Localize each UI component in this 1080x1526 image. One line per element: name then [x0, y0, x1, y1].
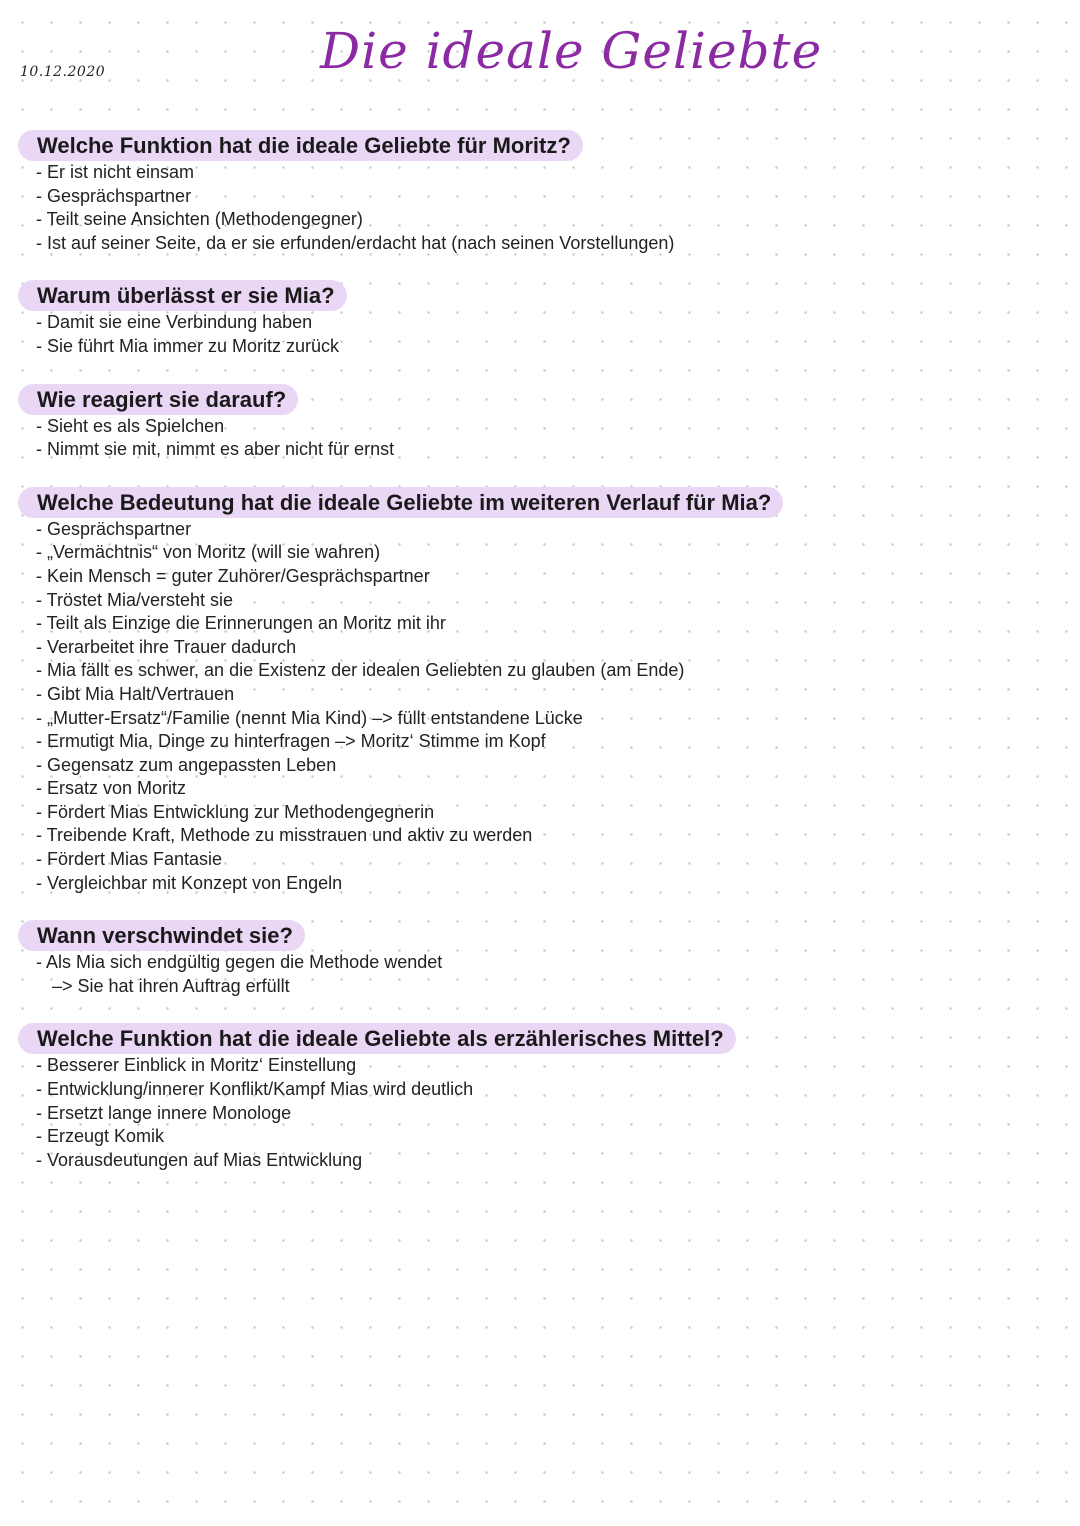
question-heading: Welche Funktion hat die ideale Geliebte als erzählerisches Mittel? — [18, 1023, 736, 1054]
answer-item: - Vergleichbar mit Konzept von Engeln — [36, 872, 343, 893]
question-section — [18, 130, 1058, 255]
question-section — [18, 920, 1058, 998]
answer-list — [18, 951, 1058, 998]
note-date: 10.12.2020 — [20, 64, 106, 80]
answer-item: - Gegensatz zum angepassten Leben — [36, 754, 337, 775]
answer-item: - Ersatz von Moritz — [36, 778, 187, 799]
question-heading: Welche Bedeutung hat die ideale Geliebte im weiteren Verlauf für Mia? — [18, 487, 783, 518]
answer-item: - „Mutter-Ersatz“/Familie (nennt Mia Kind) –> füllt entstandene Lücke — [36, 707, 583, 728]
answer-item: - Nimmt sie mit, nimmt es aber nicht für ernst — [36, 439, 395, 460]
answer-item: - Gesprächspartner — [36, 518, 192, 539]
answer-item: - „Vermächtnis“ von Moritz (will sie wahren) — [36, 542, 381, 563]
answer-item: - Damit sie eine Verbindung haben — [36, 312, 313, 333]
page-title: Die ideale Geliebte — [320, 22, 823, 80]
answer-list — [18, 518, 1058, 896]
answer-item: - Als Mia sich endgültig gegen die Methode wendet — [36, 952, 443, 973]
question-heading: Warum überlässt er sie Mia? — [18, 280, 347, 311]
answer-item: - Entwicklung/innerer Konflikt/Kampf Mias wird deutlich — [36, 1079, 474, 1100]
answer-item: - Kein Mensch = guter Zuhörer/Gesprächspartner — [36, 565, 430, 586]
answer-item: - Fördert Mias Fantasie — [36, 849, 223, 870]
answer-item: - Teilt seine Ansichten (Methodengegner) — [36, 209, 363, 230]
question-section — [18, 487, 1058, 896]
answer-list — [18, 1054, 1058, 1172]
answer-item: - Besserer Einblick in Moritz‘ Einstellung — [36, 1055, 357, 1076]
answer-item: - Treibende Kraft, Methode zu misstrauen und aktiv zu werden — [36, 825, 533, 846]
answer-item: - Gesprächspartner — [36, 185, 192, 206]
answer-item: - Ermutigt Mia, Dinge zu hinterfragen –> Moritz‘ Stimme im Kopf — [36, 731, 546, 752]
answer-item: - Er ist nicht einsam — [36, 162, 195, 182]
question-section — [18, 384, 1058, 462]
answer-list — [18, 161, 1058, 255]
answer-item: - Fördert Mias Entwicklung zur Methodengegnerin — [36, 801, 435, 822]
answer-item: - Sieht es als Spielchen — [36, 415, 225, 436]
question-heading: Wie reagiert sie darauf? — [18, 384, 298, 415]
question-heading: Wann verschwindet sie? — [18, 920, 305, 951]
question-section — [18, 1023, 1058, 1172]
answer-item: –> Sie hat ihren Auftrag erfüllt — [52, 975, 290, 996]
question-heading: Welche Funktion hat die ideale Geliebte für Moritz? — [18, 130, 583, 161]
answer-item: - Verarbeitet ihre Trauer dadurch — [36, 636, 297, 657]
answer-item: - Erzeugt Komik — [36, 1126, 165, 1147]
answer-item: - Gibt Mia Halt/Vertrauen — [36, 683, 235, 704]
question-section — [18, 280, 1058, 358]
notes-content — [18, 130, 1058, 1197]
answer-item: - Vorausdeutungen auf Mias Entwicklung — [36, 1149, 363, 1170]
answer-item: - Tröstet Mia/versteht sie — [36, 589, 234, 610]
answer-list — [18, 415, 1058, 462]
answer-item: - Ersetzt lange innere Monologe — [36, 1102, 292, 1123]
answer-item: - Mia fällt es schwer, an die Existenz der idealen Geliebten zu glauben (am Ende) — [36, 660, 685, 681]
answer-list — [18, 311, 1058, 358]
answer-item: - Ist auf seiner Seite, da er sie erfunden/erdacht hat (nach seinen Vorstellungen) — [36, 232, 675, 253]
answer-item: - Sie führt Mia immer zu Moritz zurück — [36, 335, 340, 356]
answer-item: - Teilt als Einzige die Erinnerungen an Moritz mit ihr — [36, 613, 446, 634]
